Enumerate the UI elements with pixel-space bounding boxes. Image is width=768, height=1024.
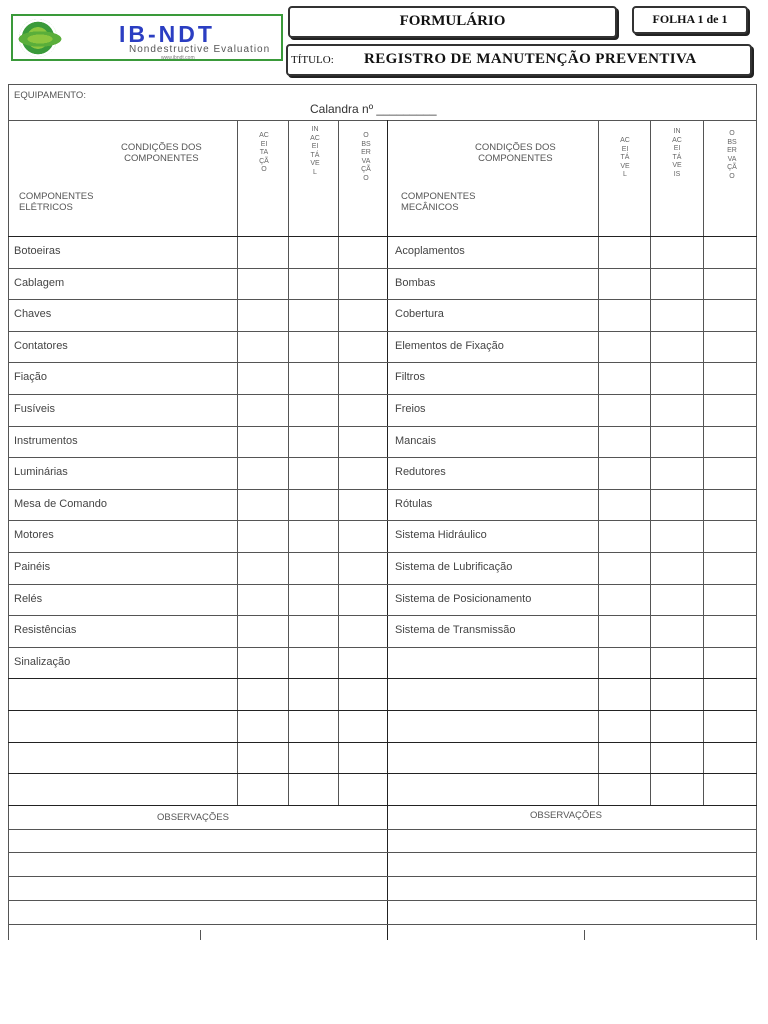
left-row-label: Fiação — [14, 371, 48, 383]
right-col-header-reject: INACEITÁVEIS — [672, 128, 682, 178]
equipment-divider — [8, 120, 757, 121]
right-components-header: COMPONENTES MECÂNICOS — [401, 191, 476, 213]
row-divider — [8, 331, 757, 332]
observations-divider — [387, 805, 388, 940]
left-col-header-obs: OBSERVAÇÃO — [361, 132, 371, 182]
left-row-label: Chaves — [14, 308, 52, 320]
right-conditions-header: CONDIÇÕES DOS COMPONENTES — [475, 142, 556, 164]
column-divider — [338, 120, 339, 805]
title-label: TÍTULO: — [291, 54, 334, 66]
left-row-label: Resistências — [14, 624, 77, 636]
left-row-label: Sinalização — [14, 656, 71, 668]
signature-divider — [584, 930, 585, 940]
left-row-label: Relés — [14, 593, 43, 605]
left-observations-label: OBSERVAÇÕES — [157, 812, 229, 823]
row-divider — [8, 773, 757, 774]
left-row-label: Instrumentos — [14, 435, 78, 447]
row-divider — [8, 362, 757, 363]
left-row-label: Painéis — [14, 561, 51, 573]
signature-divider — [200, 930, 201, 940]
row-divider — [8, 678, 757, 679]
row-divider — [8, 552, 757, 553]
right-observations-label: OBSERVAÇÕES — [530, 810, 602, 821]
right-row-label: Redutores — [395, 466, 446, 478]
right-row-label: Mancais — [395, 435, 436, 447]
column-divider — [237, 120, 238, 805]
title-box — [286, 44, 752, 76]
row-divider — [8, 268, 757, 269]
column-divider — [650, 120, 651, 805]
right-row-label: Elementos de Fixação — [395, 340, 504, 352]
right-row-label: Cobertura — [395, 308, 444, 320]
maintenance-form — [8, 84, 757, 940]
left-col-header-reject: INACEITÁVEL — [310, 126, 320, 176]
observations-line — [8, 924, 757, 925]
form-label-box — [288, 6, 617, 38]
column-divider — [703, 120, 704, 805]
form-label: FORMULÁRIO — [399, 13, 506, 29]
left-row-label: Botoeiras — [14, 245, 61, 257]
logo-url: www.ibndt.com — [161, 55, 195, 61]
row-divider — [8, 299, 757, 300]
logo-seal-icon — [19, 19, 57, 57]
row-divider — [8, 394, 757, 395]
row-divider — [8, 489, 757, 490]
column-divider — [387, 120, 388, 805]
right-row-label: Filtros — [395, 371, 425, 383]
right-row-label: Bombas — [395, 277, 436, 289]
company-logo — [11, 14, 283, 61]
right-col-header-obs: OBSERVAÇÃO — [727, 130, 737, 180]
right-row-label: Sistema de Transmissão — [395, 624, 516, 636]
form-left-border — [8, 84, 9, 940]
row-divider — [8, 615, 757, 616]
row-divider — [8, 457, 757, 458]
left-row-label: Luminárias — [14, 466, 68, 478]
sheet-label: FOLHA 1 de 1 — [652, 12, 728, 26]
observations-line — [8, 829, 757, 830]
row-divider — [8, 647, 757, 648]
column-divider — [598, 120, 599, 805]
form-right-border — [756, 84, 757, 940]
logo-text: IB-NDT — [119, 21, 215, 47]
left-row-label: Motores — [14, 529, 54, 541]
column-divider — [288, 120, 289, 805]
right-row-label: Rótulas — [395, 498, 433, 510]
left-row-label: Mesa de Comando — [14, 498, 107, 510]
equipment-value: Calandra nº _________ — [310, 102, 437, 116]
left-row-label: Cablagem — [14, 277, 65, 289]
right-row-label: Acoplamentos — [395, 245, 465, 257]
observations-line — [8, 876, 757, 877]
observations-line — [8, 852, 757, 853]
row-divider — [8, 710, 757, 711]
observations-line — [8, 900, 757, 901]
row-divider — [8, 426, 757, 427]
row-divider — [8, 236, 757, 237]
row-divider — [8, 742, 757, 743]
right-row-label: Sistema de Posicionamento — [395, 593, 532, 605]
right-col-header-accept: ACEITÁVEL — [620, 137, 630, 178]
left-components-header: COMPONENTES ELÉTRICOS — [19, 191, 94, 213]
row-divider — [8, 520, 757, 521]
left-row-label: Contatores — [14, 340, 68, 352]
left-conditions-header: CONDIÇÕES DOS COMPONENTES — [121, 142, 202, 164]
right-row-label: Sistema de Lubrificação — [395, 561, 513, 573]
logo-subtitle: Nondestructive Evaluation — [129, 44, 271, 55]
right-row-label: Freios — [395, 403, 426, 415]
left-col-header-accept: ACEITAÇÃO — [259, 132, 269, 173]
sheet-box — [632, 6, 748, 34]
right-row-label: Sistema Hidráulico — [395, 529, 487, 541]
row-divider — [8, 805, 757, 806]
form-top-border — [8, 84, 757, 85]
equipment-label: EQUIPAMENTO: — [14, 90, 86, 101]
left-row-label: Fusíveis — [14, 403, 55, 415]
row-divider — [8, 584, 757, 585]
title-value: REGISTRO DE MANUTENÇÃO PREVENTIVA — [364, 51, 697, 67]
